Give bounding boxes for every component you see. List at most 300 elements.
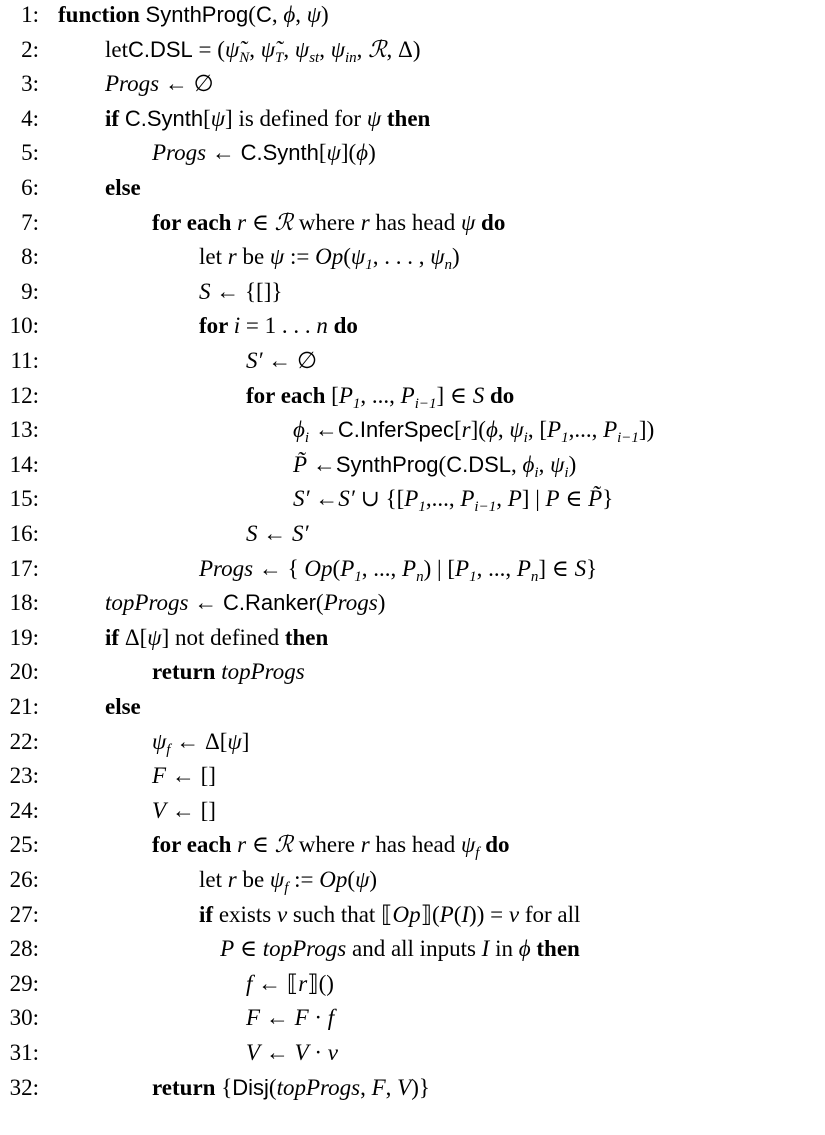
code-token: ϕ [522,451,535,477]
code-token: ) | [ [423,555,456,581]
code-token: ← [307,451,336,477]
code-token: f [327,1005,335,1031]
code-token: ← ∅ [159,71,214,97]
line-code [105,104,430,134]
line-code [152,796,216,826]
code-token: let [199,867,228,892]
code-token: · [308,1005,328,1031]
algorithm-line [0,588,825,618]
algorithm-line [0,969,825,999]
code-token: ) [377,590,386,616]
algorithm-line [0,277,825,307]
line-code [293,484,613,514]
line-code [105,623,328,653]
algorithm-line [0,346,825,376]
line-code [199,277,282,307]
line-number: 9: [21,278,39,304]
code-token: ]( [470,417,486,443]
code-token: v [508,901,520,927]
keyword: then [381,105,431,131]
algorithm-line [0,761,825,791]
subscript: st [309,49,320,66]
code-token: ← { [253,555,305,581]
algorithm-line [0,657,825,687]
subscript: 1 [365,257,373,274]
code-token: ϕ [293,417,305,443]
code-token: r [227,867,237,892]
algorithm-line [0,1038,825,1068]
line-number: 8: [21,244,39,270]
subscript: n [444,257,452,274]
code-token: r [237,209,247,235]
algorithm-line [0,692,825,722]
code-token: P [507,486,522,512]
code-token: r [298,970,308,996]
code-token: Disj [232,1074,269,1100]
line-code [293,450,576,480]
code-token: ℛ [274,209,294,235]
code-token: ϕ [283,2,296,27]
code-token: Op [392,901,421,927]
code-token: ( [347,867,356,892]
code-token: ψ [147,624,162,650]
code-token: topProgs [105,590,189,616]
code-token: topProgs [221,659,305,685]
code-token: P [338,382,353,408]
algorithm-line [0,311,825,341]
code-token: ] ∈ [436,382,473,408]
code-token: P [340,555,355,581]
algorithm-line [0,138,825,168]
code-token: ( [438,451,447,477]
code-token: C.Synth [240,140,319,166]
code-token: ] ∈ [538,555,575,581]
line-number: 2: [21,36,39,62]
code-token: , [538,451,551,477]
code-token: Δ[ [124,624,148,650]
line-code [105,69,214,99]
code-token: F [294,1005,309,1031]
code-token: P [545,486,560,512]
code-token: F [371,1074,386,1100]
code-token: has head [369,209,461,235]
subscript: 1 [352,395,361,412]
line-code [105,173,141,203]
code-token: exists [218,901,277,927]
keyword: if [105,105,125,131]
code-token: ← [] [166,797,216,823]
keyword: for [199,313,234,339]
line-number: 22: [9,728,39,754]
code-token: r [237,832,247,858]
line-number: 12: [9,382,39,408]
line-code [105,692,141,722]
code-token: , [ [527,417,547,443]
code-token: S′ [338,486,355,512]
algorithm-line [0,450,825,480]
subscript: f [284,880,289,896]
code-token: ∪ {[ [354,486,405,512]
code-token: := [288,867,320,892]
code-token: S′ [293,486,310,512]
code-token: ] [241,728,250,754]
code-token: ( [453,901,462,927]
code-token: Progs [199,555,254,581]
algorithm-line [0,208,825,238]
code-token: , . . . , [372,244,431,270]
code-token: ψ [269,867,285,892]
code-token: ) [568,451,577,477]
line-number: 10: [9,313,39,339]
code-token: v [327,1040,339,1065]
code-token: ( [315,590,324,616]
code-token: = 1 . . . [240,313,317,339]
code-token: · [308,1040,328,1065]
algorithm-line [0,830,825,860]
keyword: then [279,624,329,650]
code-token: } [586,555,598,581]
code-token: ψ [330,36,345,62]
algorithm-line [0,934,825,964]
code-token: , [283,36,295,62]
code-token: v [276,901,288,927]
code-token: V [294,1040,309,1065]
code-token: ψ [350,244,366,270]
algorithm-line [0,623,825,653]
line-code [199,865,377,895]
keyword: do [484,382,515,408]
algorithm-line [0,104,825,134]
keyword: return [152,659,222,685]
subscript: i−1 [414,395,437,412]
code-token: [ [203,105,211,131]
line-number: 5: [21,140,39,166]
line-code [152,761,216,791]
subscript: f [166,741,171,758]
code-token: ( [248,2,256,27]
subscript: i−1 [474,499,497,516]
code-token: and all inputs [346,936,482,962]
code-token: S [246,521,258,546]
code-token: , ..., [361,555,403,581]
algorithm-line [0,900,825,930]
code-token: ψ [306,2,322,27]
line-number: 6: [21,175,39,200]
code-token: [ [331,382,339,408]
line-code [152,727,249,757]
line-code [105,35,420,65]
line-code [199,554,597,584]
code-token: ( [332,555,341,581]
code-token: F [246,1005,261,1031]
code-token: S [472,382,485,408]
code-token: ψ [152,728,167,754]
algorithm-line [0,415,825,445]
line-code [152,208,505,238]
code-token: ← [309,417,338,443]
line-code [152,830,510,860]
code-token: := [284,244,316,270]
code-token: ψ [294,36,310,62]
subscript: 1 [418,499,426,516]
keyword: for each [246,382,332,408]
code-token: ℛ [274,832,294,858]
keyword: for each [152,832,238,858]
algorithm-line [0,519,825,549]
code-token: I [461,901,470,927]
line-number: 11: [10,348,39,373]
code-token: topProgs [262,936,347,962]
code-token: } [602,486,614,512]
algorithm-line [0,173,825,203]
code-token: C.DSL [446,451,512,477]
code-token: ] not defined [161,624,280,650]
algorithm-line [0,1073,825,1103]
code-token: S′ [292,521,309,546]
code-token: ← [309,486,339,512]
line-number: 24: [9,797,39,823]
algorithm-line [0,69,825,99]
code-token: ψ [269,244,285,270]
code-token: F [152,763,167,789]
code-token: P [455,555,470,581]
code-token: f [246,970,253,996]
code-token: Op [319,867,348,892]
line-number: 29: [9,970,39,996]
code-token: r [461,417,471,443]
code-token: r [360,209,370,235]
line-code [246,519,309,549]
code-token: let [199,244,228,270]
code-token: C.DSL [128,36,193,62]
algorithm-line [0,242,825,272]
keyword: do [475,209,506,235]
code-token: ⟧( [420,901,440,927]
keyword: else [105,694,141,719]
code-token: V [246,1040,261,1065]
line-number: 26: [9,867,39,892]
code-token: ,..., [568,417,604,443]
code-token: ← [206,140,241,166]
algorithm-line [0,0,825,30]
line-number: 1: [21,2,39,27]
code-token: P [220,936,235,962]
code-token: ← ∅ [262,348,318,373]
code-token: ψ [460,832,476,858]
code-token: ϕ [518,936,531,962]
code-token: = ( [192,36,225,62]
line-number: 21: [9,694,39,719]
code-token: be [236,867,270,892]
code-token: , [496,486,508,512]
subscript: n [530,568,539,585]
code-token: P [400,382,415,408]
code-token: ∈ [559,486,589,512]
algorithm-line [0,554,825,584]
code-token: [ [318,140,327,166]
code-token: ϕ [485,417,498,443]
code-token: r [227,244,237,270]
code-token: P [404,486,419,512]
algorithm-line [0,1003,825,1033]
line-code [199,900,580,930]
line-code [246,1038,338,1068]
line-code [152,1073,430,1103]
keyword: do [479,832,510,858]
subscript: i [564,464,569,481]
code-token: V [397,1074,412,1100]
code-token: ψ [210,105,226,131]
code-token: SynthProg [145,2,249,27]
code-token: ← [260,1005,295,1031]
code-token: ψ [355,867,370,892]
code-token: S′ [246,348,263,373]
code-token: ψ [550,451,565,477]
code-token: ∈ [246,209,275,235]
subscript: 1 [354,568,362,585]
code-token: for all [519,901,581,927]
algorithm-line [0,727,825,757]
code-token: such that ⟦ [287,901,393,927]
algorithm-line [0,381,825,411]
code-token: r [360,832,370,858]
line-code [220,934,580,964]
keyword: else [105,175,141,200]
subscript: i [523,430,528,447]
code-token: topProgs [276,1074,361,1100]
code-token: ℛ [368,36,387,62]
code-token: )) = [469,901,509,927]
subscript: N [239,49,250,66]
code-token: ← ⟦ [252,970,299,996]
code-token: , [360,1074,372,1100]
code-token: , Δ) [386,36,421,62]
code-token: ] is defined for [225,105,367,131]
code-token: ) [369,867,378,892]
code-token: P [402,555,417,581]
line-number: 31: [9,1040,39,1065]
code-token: let [105,36,128,62]
code-token: ψ̃ [224,36,240,62]
code-token: , [497,417,510,443]
line-number: 17: [9,555,39,581]
code-token: P [439,901,454,927]
line-code [152,138,376,168]
subscript: 1 [469,568,477,585]
algorithm-line [0,35,825,65]
code-token: SynthProg [335,451,439,477]
code-token: Progs [105,71,160,97]
line-number: 23: [9,763,39,789]
line-number: 14: [9,451,39,477]
code-token: , [385,1074,398,1100]
algorithm-line [0,484,825,514]
code-token: ψ [509,417,524,443]
code-token: in [489,936,519,962]
line-number: 20: [9,659,39,685]
code-token: V [152,797,167,823]
code-token: where [293,832,361,858]
code-token: ← [] [166,763,216,789]
line-number: 27: [9,901,39,927]
code-token: ψ [430,244,445,270]
code-token: Op [304,555,333,581]
code-token: P̃ [293,451,308,477]
subscript: 1 [561,430,569,447]
code-token: , [356,36,369,62]
keyword: return [152,1074,222,1100]
code-token: ( [343,244,351,270]
code-token: ψ [326,140,341,166]
subscript: in [345,49,357,66]
code-token: ∈ [234,936,263,962]
code-token: ϕ [356,140,369,166]
subscript: i [534,464,539,481]
code-token: n [316,313,328,339]
code-token: P [516,555,531,581]
line-number: 16: [9,521,39,546]
code-token: P [547,417,562,443]
code-token: ] | [521,486,546,512]
line-code [58,0,329,30]
line-number: 30: [9,1005,39,1031]
code-token: , [319,36,331,62]
code-token: ( [268,1074,277,1100]
line-number: 32: [9,1074,39,1100]
code-token: C.InferSpec [337,417,454,443]
subscript: i [304,430,310,447]
line-number: 28: [9,936,39,962]
code-token: where [293,209,361,235]
line-code [246,969,334,999]
code-token: ) [451,244,460,270]
code-token: { [221,1074,233,1100]
keyword: do [327,313,358,339]
subscript: n [416,568,424,585]
code-token: ) [321,2,329,27]
line-code [246,1003,334,1033]
code-token: [ [454,417,462,443]
code-token: ,..., [425,486,461,512]
algorithm-line [0,796,825,826]
code-token: ← [257,521,292,546]
code-token: , [249,36,261,62]
line-code [246,381,514,411]
code-token: ∈ [246,832,275,858]
keyword: function [58,2,146,27]
line-number: 13: [9,417,39,443]
code-token: , ..., [360,382,401,408]
code-token: , [295,2,307,27]
line-number: 4: [21,105,39,131]
code-token: P [603,417,618,443]
code-token: ]( [340,140,357,166]
code-token: Progs [323,590,378,616]
code-token: ← [260,1040,295,1065]
keyword: for each [152,209,238,235]
code-token: ← Δ[ [170,728,228,754]
code-token: ψ [227,728,242,754]
code-token: C.Ranker [223,590,316,616]
code-token: , [511,451,523,477]
code-token: ]) [638,417,655,443]
code-token: I [481,936,490,962]
code-token: be [236,244,270,270]
code-token: ) [368,140,376,166]
line-number: 18: [9,590,39,616]
code-token: ψ [460,209,476,235]
code-token: i [233,313,241,339]
